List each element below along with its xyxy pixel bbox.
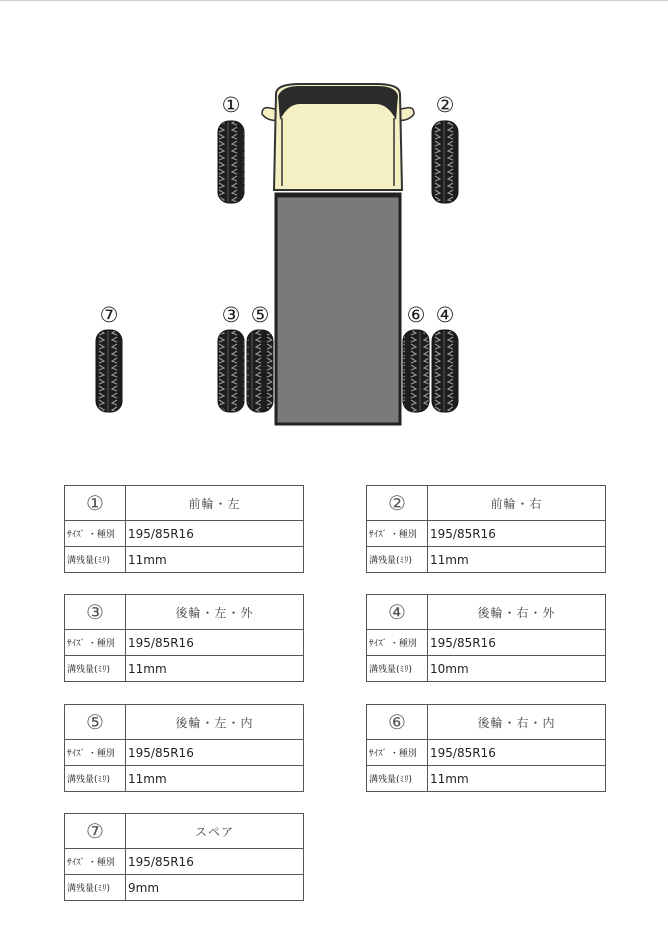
position-label-6: ⑥: [406, 303, 426, 327]
tire-card-3: [64, 594, 304, 682]
size-label: ｻｲｽﾞ ・種別: [367, 521, 428, 547]
tire-number: ②: [367, 486, 428, 521]
position-label-7: ⑦: [99, 303, 119, 327]
tread-label: 溝残量(ﾐﾘ): [65, 766, 126, 792]
tire-number: ①: [65, 486, 126, 521]
position-label-2: ②: [435, 93, 455, 117]
tread-label: 溝残量(ﾐﾘ): [65, 656, 126, 682]
tire-position-title: 前輪・左: [126, 486, 304, 521]
size-label: ｻｲｽﾞ ・種別: [65, 740, 126, 766]
size-value: 195/85R16: [428, 740, 606, 766]
tire-card-5: [64, 704, 304, 792]
tire-number: ⑤: [65, 705, 126, 740]
tire-rear-right-inner: [403, 330, 429, 412]
tire-number: ⑦: [65, 814, 126, 849]
size-value: 195/85R16: [428, 630, 606, 656]
position-label-5: ⑤: [250, 303, 270, 327]
tread-value: 9mm: [126, 875, 304, 901]
tread-value: 10mm: [428, 656, 606, 682]
tread-value: 11mm: [428, 766, 606, 792]
position-label-4: ④: [435, 303, 455, 327]
tire-card-4: [366, 594, 606, 682]
tire-spare: [96, 330, 122, 412]
size-value: 195/85R16: [428, 521, 606, 547]
tire-rear-left-inner: [247, 330, 273, 412]
truck-tire-diagram: [0, 0, 668, 440]
truck-cab: [262, 84, 414, 190]
size-label: ｻｲｽﾞ ・種別: [65, 630, 126, 656]
tread-value: 11mm: [126, 547, 304, 573]
tire-rear-right-outer: [432, 330, 458, 412]
position-label-3: ③: [221, 303, 241, 327]
tire-card-1: [64, 485, 304, 573]
tire-position-title: 後輪・右・内: [428, 705, 606, 740]
tread-value: 11mm: [428, 547, 606, 573]
tread-label: 溝残量(ﾐﾘ): [65, 875, 126, 901]
size-value: 195/85R16: [126, 521, 304, 547]
tire-position-title: 後輪・左・外: [126, 595, 304, 630]
tire-front-left: [218, 121, 244, 203]
tread-label: 溝残量(ﾐﾘ): [65, 547, 126, 573]
tire-number: ④: [367, 595, 428, 630]
tire-position-title: 後輪・右・外: [428, 595, 606, 630]
size-value: 195/85R16: [126, 630, 304, 656]
tire-card-7: [64, 813, 304, 901]
size-value: 195/85R16: [126, 849, 304, 875]
size-label: ｻｲｽﾞ ・種別: [65, 849, 126, 875]
tire-front-right: [432, 121, 458, 203]
tire-rear-left-outer: [218, 330, 244, 412]
position-label-1: ①: [221, 93, 241, 117]
tire-number: ⑥: [367, 705, 428, 740]
size-label: ｻｲｽﾞ ・種別: [367, 630, 428, 656]
tread-value: 11mm: [126, 656, 304, 682]
size-label: ｻｲｽﾞ ・種別: [65, 521, 126, 547]
tire-card-6: [366, 704, 606, 792]
size-value: 195/85R16: [126, 740, 304, 766]
tire-position-title: スペア: [126, 814, 304, 849]
size-label: ｻｲｽﾞ ・種別: [367, 740, 428, 766]
tire-position-title: 前輪・右: [428, 486, 606, 521]
tire-card-2: [366, 485, 606, 573]
tread-label: 溝残量(ﾐﾘ): [367, 547, 428, 573]
tread-label: 溝残量(ﾐﾘ): [367, 656, 428, 682]
truck-bed: [276, 194, 400, 424]
tire-number: ③: [65, 595, 126, 630]
tread-value: 11mm: [126, 766, 304, 792]
tread-label: 溝残量(ﾐﾘ): [367, 766, 428, 792]
tire-position-title: 後輪・左・内: [126, 705, 304, 740]
